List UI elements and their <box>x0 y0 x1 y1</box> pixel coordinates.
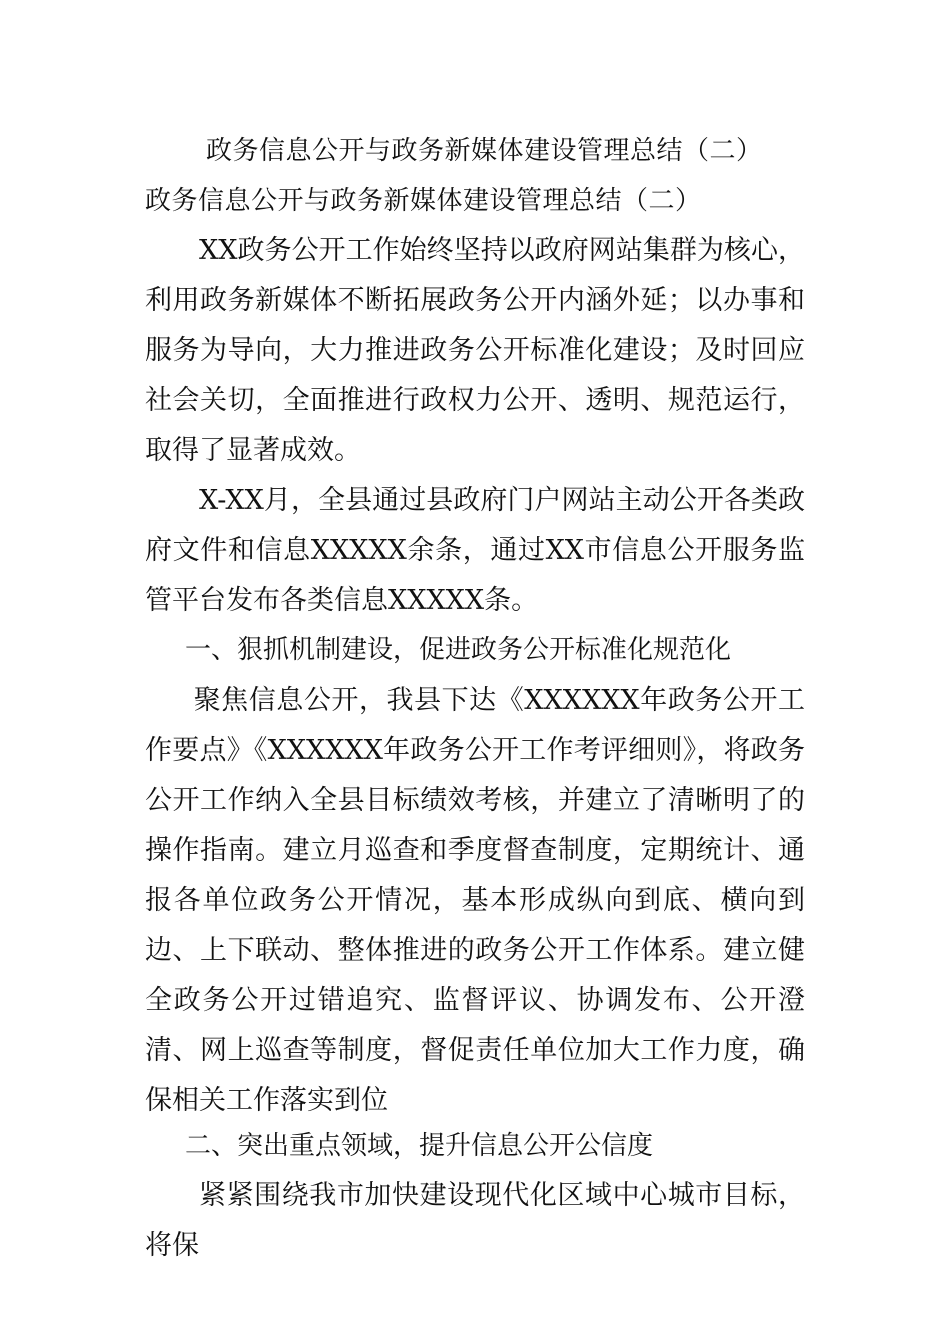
document-title: 政务信息公开与政务新媒体建设管理总结（二） <box>206 136 763 166</box>
paragraph-section-1: 聚焦信息公开，我县下达《XXXXXX年政务公开工作要点》《XXXXXX年政务公开工作考评细则》，将政务公开工作纳入全县目标绩效考核，并建立了清晰明了的操作指南。建立月巡查和季度督查制度，定期统计、通报各单位政务公开情况，基本形成纵向到底、横向到边、上下联动、整体推进的政务公开工作体系。建立健全政务公开过错追究、监督评议、协调发布、公开澄清、网上巡查等制度，督促责任单位加大工作力度，确保相关工作落实到位 <box>145 685 805 1116</box>
document-subtitle: 政务信息公开与政务新媒体建设管理总结（二） <box>145 186 702 216</box>
section-heading-1: 一、狠抓机制建设，促进政务公开标准化规范化 <box>185 635 732 665</box>
paragraph-statistics: X-XX月，全县通过县政府门户网站主动公开各类政府文件和信息XXXXX余条，通过XX市信息公开服务监管平台发布各类信息XXXXX条。 <box>145 485 805 616</box>
paragraph-intro: XX政务公开工作始终坚持以政府网站集群为核心，利用政务新媒体不断拓展政务公开内涵外延；以办事和服务为导向，大力推进政务公开标准化建设；及时回应社会关切，全面推进行政权力公开、透明、规范运行，取得了显著成效。 <box>145 235 805 466</box>
section-heading-2: 二、突出重点领域，提升信息公开公信度 <box>185 1131 654 1161</box>
paragraph-section-2: 紧紧围绕我市加快建设现代化区域中心城市目标，将保 <box>145 1180 805 1261</box>
